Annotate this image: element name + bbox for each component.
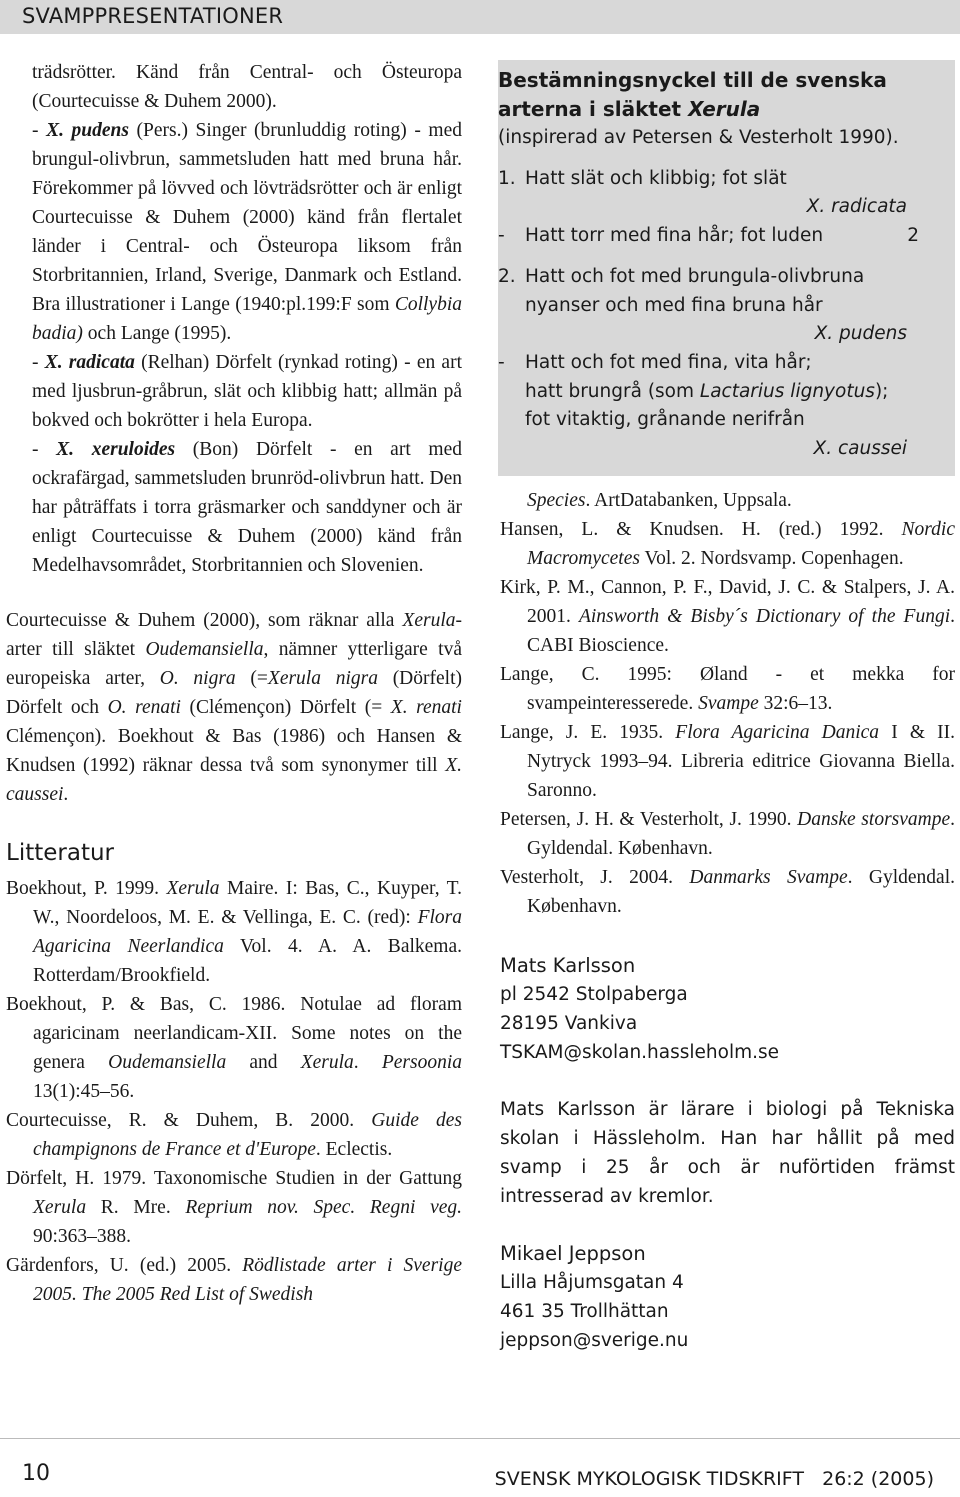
literature-heading: Litteratur — [6, 840, 114, 866]
species-descriptions — [6, 58, 462, 580]
key-subtitle: (inspirerad av Petersen & Vesterholt 1990). — [498, 127, 899, 148]
author-info-jeppson — [500, 1239, 955, 1355]
reference-item: Boekhout, P. & Bas, C. 1986. Notulae ad floram agaricinam neerlandicam-XII. Some notes on the genera Oudemansiella and Xerula. Persoonia 13(1):45–56. — [6, 994, 463, 1102]
author-name: Mats Karlsson — [500, 953, 636, 977]
reference-list — [6, 874, 462, 1309]
reference-item: Species. ArtDatabanken, Uppsala. — [527, 489, 792, 511]
reference-list-continued — [500, 486, 955, 921]
reference-item: Gärdenfors, U. (ed.) 2005. Rödlistade arter i Sverige 2005. The 2005 Red List of Swedish — [6, 1255, 462, 1305]
species-name: X. xeruloides — [56, 439, 176, 460]
key-step-1-alt: - Hatt torr med fina hår; fot luden 2 — [498, 222, 939, 251]
reference-item: Lange, J. E. 1935. Flora Agaricina Danica I & II. Nytryck 1993–94. Libreria editrice Giovanna Biella. Saronno. — [500, 721, 955, 801]
author-address: 28195 Vankiva — [500, 1012, 638, 1034]
section-header-bar — [0, 0, 960, 34]
author-email[interactable]: jeppson@sverige.nu — [500, 1329, 689, 1351]
paragraph-synonyms: Courtecuisse & Duhem (2000), som räknar alla Xerula-arter till släktet Oudemansiella, nämner ytterligare två europeiska arter, O. nigra (=Xerula nigra (Dörfelt) Dörfelt och O. renati (Clémençon) Dörfelt (= X. renati Clémençon). Boekhout & Bas (1986) och Hansen & Knudsen (1992) räknar dessa två som synonymer till X. caussei. — [6, 610, 462, 805]
author-address: 461 35 Trollhättan — [500, 1300, 669, 1322]
key-step-2-alt: - Hatt och fot med fina, vita hår; hatt brungrå (som Lactarius lignyotus); fot vitaktig, grånande nerifrån — [498, 351, 889, 431]
author-address: Lilla Håjumsgatan 4 — [500, 1271, 684, 1293]
reference-item: Vesterholt, J. 2004. Danmarks Svampe. Gyldendal. København. — [500, 866, 956, 917]
reference-item: Courtecuisse, R. & Duhem, B. 2000. Guide des champignons de France et d'Europe. Eclectis. — [6, 1110, 462, 1160]
author-bio: Mats Karlsson är lärare i biologi på Tekniska skolan i Hässleholm. Han har hållit på med svamp i 25 år och är nuförtiden främst intresserad av kremlor. — [500, 1098, 955, 1207]
key-step-2: 2. Hatt och fot med brungula-olivbruna nyanser och med fina bruna hår — [498, 265, 865, 316]
reference-item: Dörfelt, H. 1979. Taxonomische Studien in der Gattung Xerula R. Mre. Reprium nov. Spec. Regni veg. 90:363–388. — [6, 1168, 463, 1247]
reference-item: Boekhout, P. 1999. Xerula Maire. I: Bas, C., Kuyper, T. W., Noordeloos, M. E. & Vellinga, E. C. (red): Flora Agaricina Neerlandica Vol. 4. A. A. Balkema. Rotterdam/Brookfield. — [6, 878, 462, 986]
key-result: X. radicata — [806, 196, 907, 218]
reference-item: Lange, C. 1995: Øland - et mekka for svampeinteresserede. Svampe 32:6–13. — [500, 663, 955, 714]
reference-item: Petersen, J. H. & Vesterholt, J. 1990. Danske storsvampe. Gyldendal. København. — [500, 808, 956, 859]
right-column — [500, 60, 955, 1355]
key-goto: 2 — [907, 225, 919, 247]
identification-key-box — [498, 60, 955, 476]
paragraph-pudens: trädsrötter. Känd från Central- och Östeuropa (Courtecuisse & Duhem 2000). - X. pudens (Pers.) Singer (brunluddig roting) - med brungul-olivbrun, sammetsluden hatt med bruna hår. Förekommer på lövved och lövträdsrötter och är enligt Courtecuisse & Duhem (2000) känd från flertalet länder i Central- och Östeuropa liksom från Storbritannien, Irland, Sverige, Danmark och Estland. Bra illustrationer i Lange (1940:pl.199:F som Collybia badia) och Lange (1995). — [32, 62, 462, 344]
reference-item: Hansen, L. & Knudsen. H. (red.) 1992. Nordic Macromycetes Vol. 2. Nordsvamp. Copenhagen. — [500, 518, 955, 569]
author-name: Mikael Jeppson — [500, 1241, 646, 1265]
species-name: X. radicata — [44, 352, 135, 373]
key-title: Bestämningsnyckel till de svenska arterna i släktet Xerula — [498, 68, 887, 121]
footer-divider — [0, 1438, 960, 1439]
key-result: X. pudens — [814, 323, 907, 345]
author-address: pl 2542 Stolpaberga — [500, 983, 688, 1005]
left-column — [6, 58, 462, 1309]
author-email[interactable]: TSKAM@skolan.hassleholm.se — [500, 1041, 780, 1063]
paragraph-radicata: - X. radicata (Relhan) Dörfelt (rynkad roting) - en art med ljusbrun-gråbrun, slät och klibbig hatt; allmän på bokved och bokrötter i hela Europa. — [32, 352, 462, 431]
key-step-1: 1. Hatt slät och klibbig; fot slät — [498, 167, 787, 189]
paragraph-xeruloides: - X. xeruloides (Bon) Dörfelt - en art med ockrafärgad, sammetsluden brunröd-olivbrun hatt. Den har påträffats i torra gräsmarker och sanddyner och är enligt Courtecuisse & Duhem (2000) känd från Medelhavsområdet, Storbritannien och Slovenien. — [32, 439, 462, 576]
page-number: 10 — [22, 1461, 50, 1486]
key-result: X. caussei — [813, 438, 907, 460]
section-title: SVAMPPRESENTATIONER — [22, 4, 284, 28]
reference-item: Kirk, P. M., Cannon, P. F., David, J. C. & Stalpers, J. A. 2001. Ainsworth & Bisby´s Dictionary of the Fungi. CABI Bioscience. — [500, 576, 955, 656]
species-name: X. pudens — [46, 120, 129, 141]
journal-title: SVENSK MYKOLOGISK TIDSKRIFT 26:2 (2005) — [494, 1468, 934, 1490]
author-info-karlsson — [500, 951, 955, 1211]
